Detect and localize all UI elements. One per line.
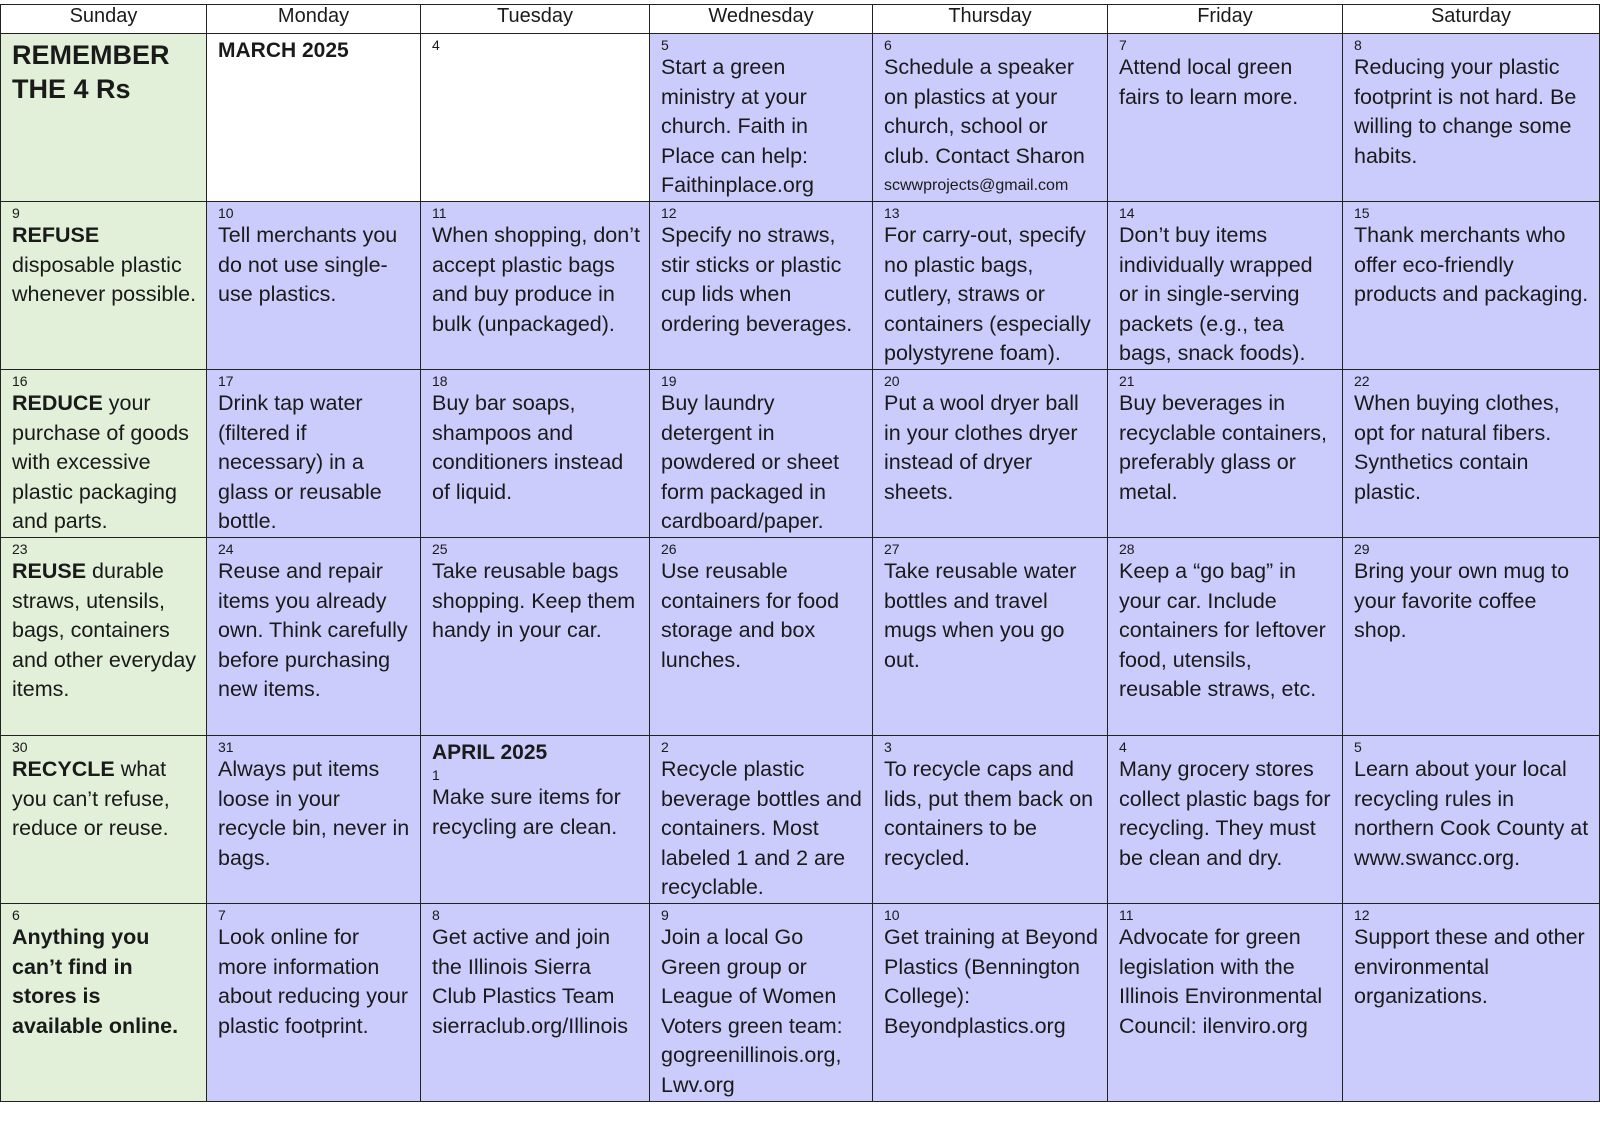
day-cell (650, 370, 873, 538)
day-cell (873, 904, 1108, 1102)
date-number: 20 (884, 373, 900, 389)
day-cell (650, 202, 873, 370)
tip-text: Schedule a speaker on plastics at your church, school or club. Contact Sharon (884, 55, 1085, 168)
date-number: 11 (1119, 907, 1134, 923)
r-description: durable straws, utensils, bags, containers and other everyday items. (12, 559, 197, 701)
date-number: 10 (884, 907, 900, 923)
day-cell (1343, 370, 1600, 538)
r-description: your purchase of goods with excessive plastic packaging and parts. (12, 391, 189, 533)
date-number: 7 (218, 907, 226, 923)
month-label: APRIL 2025 (432, 741, 548, 764)
date-number: 3 (884, 739, 892, 755)
tip-text: Advocate for green legislation with the Illinois Environmental Council: ilenviro.org (1119, 925, 1323, 1038)
day-cell (873, 736, 1108, 904)
date-number: 5 (661, 37, 669, 53)
tip-text: Don’t buy items individually wrapped or in single-serving packets (e.g., tea bags, snack foods). (1119, 223, 1313, 365)
date-number: 17 (218, 373, 234, 389)
tip-text: Buy laundry detergent in powdered or sheet form packaged in cardboard/paper. (661, 391, 840, 533)
r-keyword: RECYCLE (12, 757, 115, 781)
tip-text: Get active and join the Illinois Sierra Club Plastics Team sierraclub.org/Illinois (432, 925, 628, 1038)
r-keyword: REFUSE (12, 223, 100, 247)
day-cell (873, 34, 1108, 202)
date-number: 8 (1354, 37, 1362, 53)
date-number: 18 (432, 373, 448, 389)
date-number: 6 (12, 907, 20, 923)
calendar-heading: REMEMBER THE 4 Rs (12, 40, 170, 104)
tip-text: Support these and other environmental organizations. (1354, 925, 1585, 1008)
date-number: 9 (12, 205, 20, 221)
date-number: 27 (884, 541, 900, 557)
tip-text: Start a green ministry at your church. Faith in Place can help: Faithinplace.org (661, 55, 814, 197)
date-number: 23 (12, 541, 28, 557)
day-cell (1343, 736, 1600, 904)
week-row (1, 736, 1600, 904)
week-row (1, 202, 1600, 370)
tip-text: Buy bar soaps, shampoos and conditioners instead of liquid. (432, 391, 624, 504)
tip-text: Make sure items for recycling are clean. (432, 785, 621, 839)
date-number: 21 (1119, 373, 1135, 389)
tip-text: When buying clothes, opt for natural fibers. Synthetics contain plastic. (1354, 391, 1560, 504)
tip-text: Thank merchants who offer eco-friendly products and packaging. (1354, 223, 1589, 306)
date-number: 12 (1354, 907, 1370, 923)
tip-text: Tell merchants you do not use single-use plastics. (218, 223, 398, 306)
date-number: 11 (432, 205, 447, 221)
day-cell (650, 904, 873, 1102)
date-number: 7 (1119, 37, 1127, 53)
day-cell (421, 904, 650, 1102)
r-keyword: REUSE (12, 559, 87, 583)
r-principle (12, 557, 197, 705)
tip-text: Reuse and repair items you already own. Think carefully before purchasing new items. (218, 559, 408, 701)
date-number: 31 (218, 739, 234, 755)
day-cell (1108, 736, 1343, 904)
date-number: 1 (432, 767, 440, 783)
day-cell (873, 202, 1108, 370)
tip-text: Reducing your plastic footprint is not hard. Be willing to change some habits. (1354, 55, 1577, 168)
day-cell (421, 538, 650, 736)
tip-text: For carry-out, specify no plastic bags, cutlery, straws or containers (especially polystyrene foam). (884, 223, 1091, 365)
date-number: 19 (661, 373, 677, 389)
day-cell (421, 736, 650, 904)
week-row (1, 904, 1600, 1102)
weekday-header-monday: Monday (207, 5, 421, 34)
r-description: disposable plastic whenever possible. (12, 252, 197, 306)
day-cell (1108, 538, 1343, 736)
weekday-header-saturday: Saturday (1343, 5, 1600, 34)
week-row (1, 370, 1600, 538)
date-number: 16 (12, 373, 28, 389)
contact-email: scwwprojects@gmail.com (884, 177, 1069, 194)
sunday-cell (1, 202, 207, 370)
day-cell (421, 202, 650, 370)
date-number: 4 (1119, 739, 1127, 755)
day-cell (1343, 202, 1600, 370)
day-cell (650, 538, 873, 736)
day-cell (873, 370, 1108, 538)
day-cell (207, 34, 421, 202)
day-cell (207, 904, 421, 1102)
day-cell (207, 538, 421, 736)
date-number: 9 (661, 907, 669, 923)
date-number: 5 (1354, 739, 1362, 755)
tip-text: Learn about your local recycling rules in northern Cook County at www.swancc.org. (1354, 757, 1589, 870)
weekday-header-wednesday: Wednesday (650, 5, 873, 34)
tip-text: When shopping, don’t accept plastic bags and buy produce in bulk (unpackaged). (432, 223, 640, 336)
day-cell (421, 34, 650, 202)
weekday-header-thursday: Thursday (873, 5, 1108, 34)
month-label: MARCH 2025 (218, 39, 349, 62)
r-principle (12, 389, 197, 537)
tip-text: Many grocery stores collect plastic bags for recycling. They must be clean and dry. (1119, 757, 1331, 870)
weekday-header-friday: Friday (1108, 5, 1343, 34)
day-cell (1108, 34, 1343, 202)
date-number: 22 (1354, 373, 1370, 389)
tip-text: Drink tap water (filtered if necessary) in a glass or reusable bottle. (218, 391, 382, 533)
tip-text: Attend local green fairs to learn more. (1119, 55, 1299, 109)
tip-text: Bring your own mug to your favorite coffee shop. (1354, 559, 1570, 642)
day-cell (421, 370, 650, 538)
tip-text: Recycle plastic beverage bottles and containers. Most labeled 1 and 2 are recyclable. (661, 757, 862, 899)
sunday-cell (1, 370, 207, 538)
tip-text: Buy beverages in recyclable containers, preferably glass or metal. (1119, 391, 1327, 504)
week-row (1, 34, 1600, 202)
tip-text: To recycle caps and lids, put them back on containers to be recycled. (884, 757, 1094, 870)
day-cell (207, 202, 421, 370)
sunday-cell (1, 904, 207, 1102)
day-cell (873, 538, 1108, 736)
day-cell (207, 736, 421, 904)
date-number: 15 (1354, 205, 1370, 221)
date-number: 8 (432, 907, 440, 923)
weekday-header-sunday: Sunday (1, 5, 207, 34)
date-number: 24 (218, 541, 234, 557)
day-cell (207, 370, 421, 538)
sunday-cell (1, 34, 207, 202)
date-number: 25 (432, 541, 448, 557)
date-number: 4 (432, 37, 440, 53)
r-principle (12, 221, 197, 310)
tip-text: Specify no straws, stir sticks or plastic cup lids when ordering beverages. (661, 223, 853, 336)
date-number: 10 (218, 205, 234, 221)
date-number: 6 (884, 37, 892, 53)
tip-text: Always put items loose in your recycle bin, never in bags. (218, 757, 410, 870)
calendar-grid (0, 4, 1600, 1102)
sunday-cell (1, 736, 207, 904)
date-number: 13 (884, 205, 900, 221)
day-cell (1108, 202, 1343, 370)
day-cell (1343, 904, 1600, 1102)
day-cell (650, 34, 873, 202)
r-principle (12, 755, 197, 844)
tip-text: Join a local Go Green group or League of Women Voters green team: gogreenillinois.org, Lwv.org (661, 925, 843, 1097)
day-cell (1108, 370, 1343, 538)
r-keyword: REDUCE (12, 391, 103, 415)
sunday-cell (1, 538, 207, 736)
date-number: 26 (661, 541, 677, 557)
tip-text: Take reusable bags shopping. Keep them handy in your car. (432, 559, 636, 642)
tip-text: Use reusable containers for food storage and box lunches. (661, 559, 840, 672)
tip-text: Keep a “go bag” in your car. Include containers for leftover food, utensils, reusable straws, etc. (1119, 559, 1326, 701)
tip-text: Look online for more information about reducing your plastic footprint. (218, 925, 409, 1038)
date-number: 29 (1354, 541, 1370, 557)
day-cell (1343, 34, 1600, 202)
tip-text: Put a wool dryer ball in your clothes dryer instead of dryer sheets. (884, 391, 1079, 504)
tip-text: Take reusable water bottles and travel mugs when you go out. (884, 559, 1077, 672)
day-cell (650, 736, 873, 904)
date-number: 12 (661, 205, 677, 221)
date-number: 28 (1119, 541, 1135, 557)
date-number: 30 (12, 739, 28, 755)
date-number: 14 (1119, 205, 1135, 221)
day-cell (1343, 538, 1600, 736)
weekday-header-tuesday: Tuesday (421, 5, 650, 34)
week-row (1, 538, 1600, 736)
r-description: what you can’t refuse, reduce or reuse. (12, 757, 170, 840)
day-cell (1108, 904, 1343, 1102)
online-note: Anything you can’t find in stores is available online. (12, 925, 179, 1038)
weekday-header-row (1, 5, 1600, 34)
tip-text: Get training at Beyond Plastics (Bennington College): Beyondplastics.org (884, 925, 1098, 1038)
date-number: 2 (661, 739, 669, 755)
